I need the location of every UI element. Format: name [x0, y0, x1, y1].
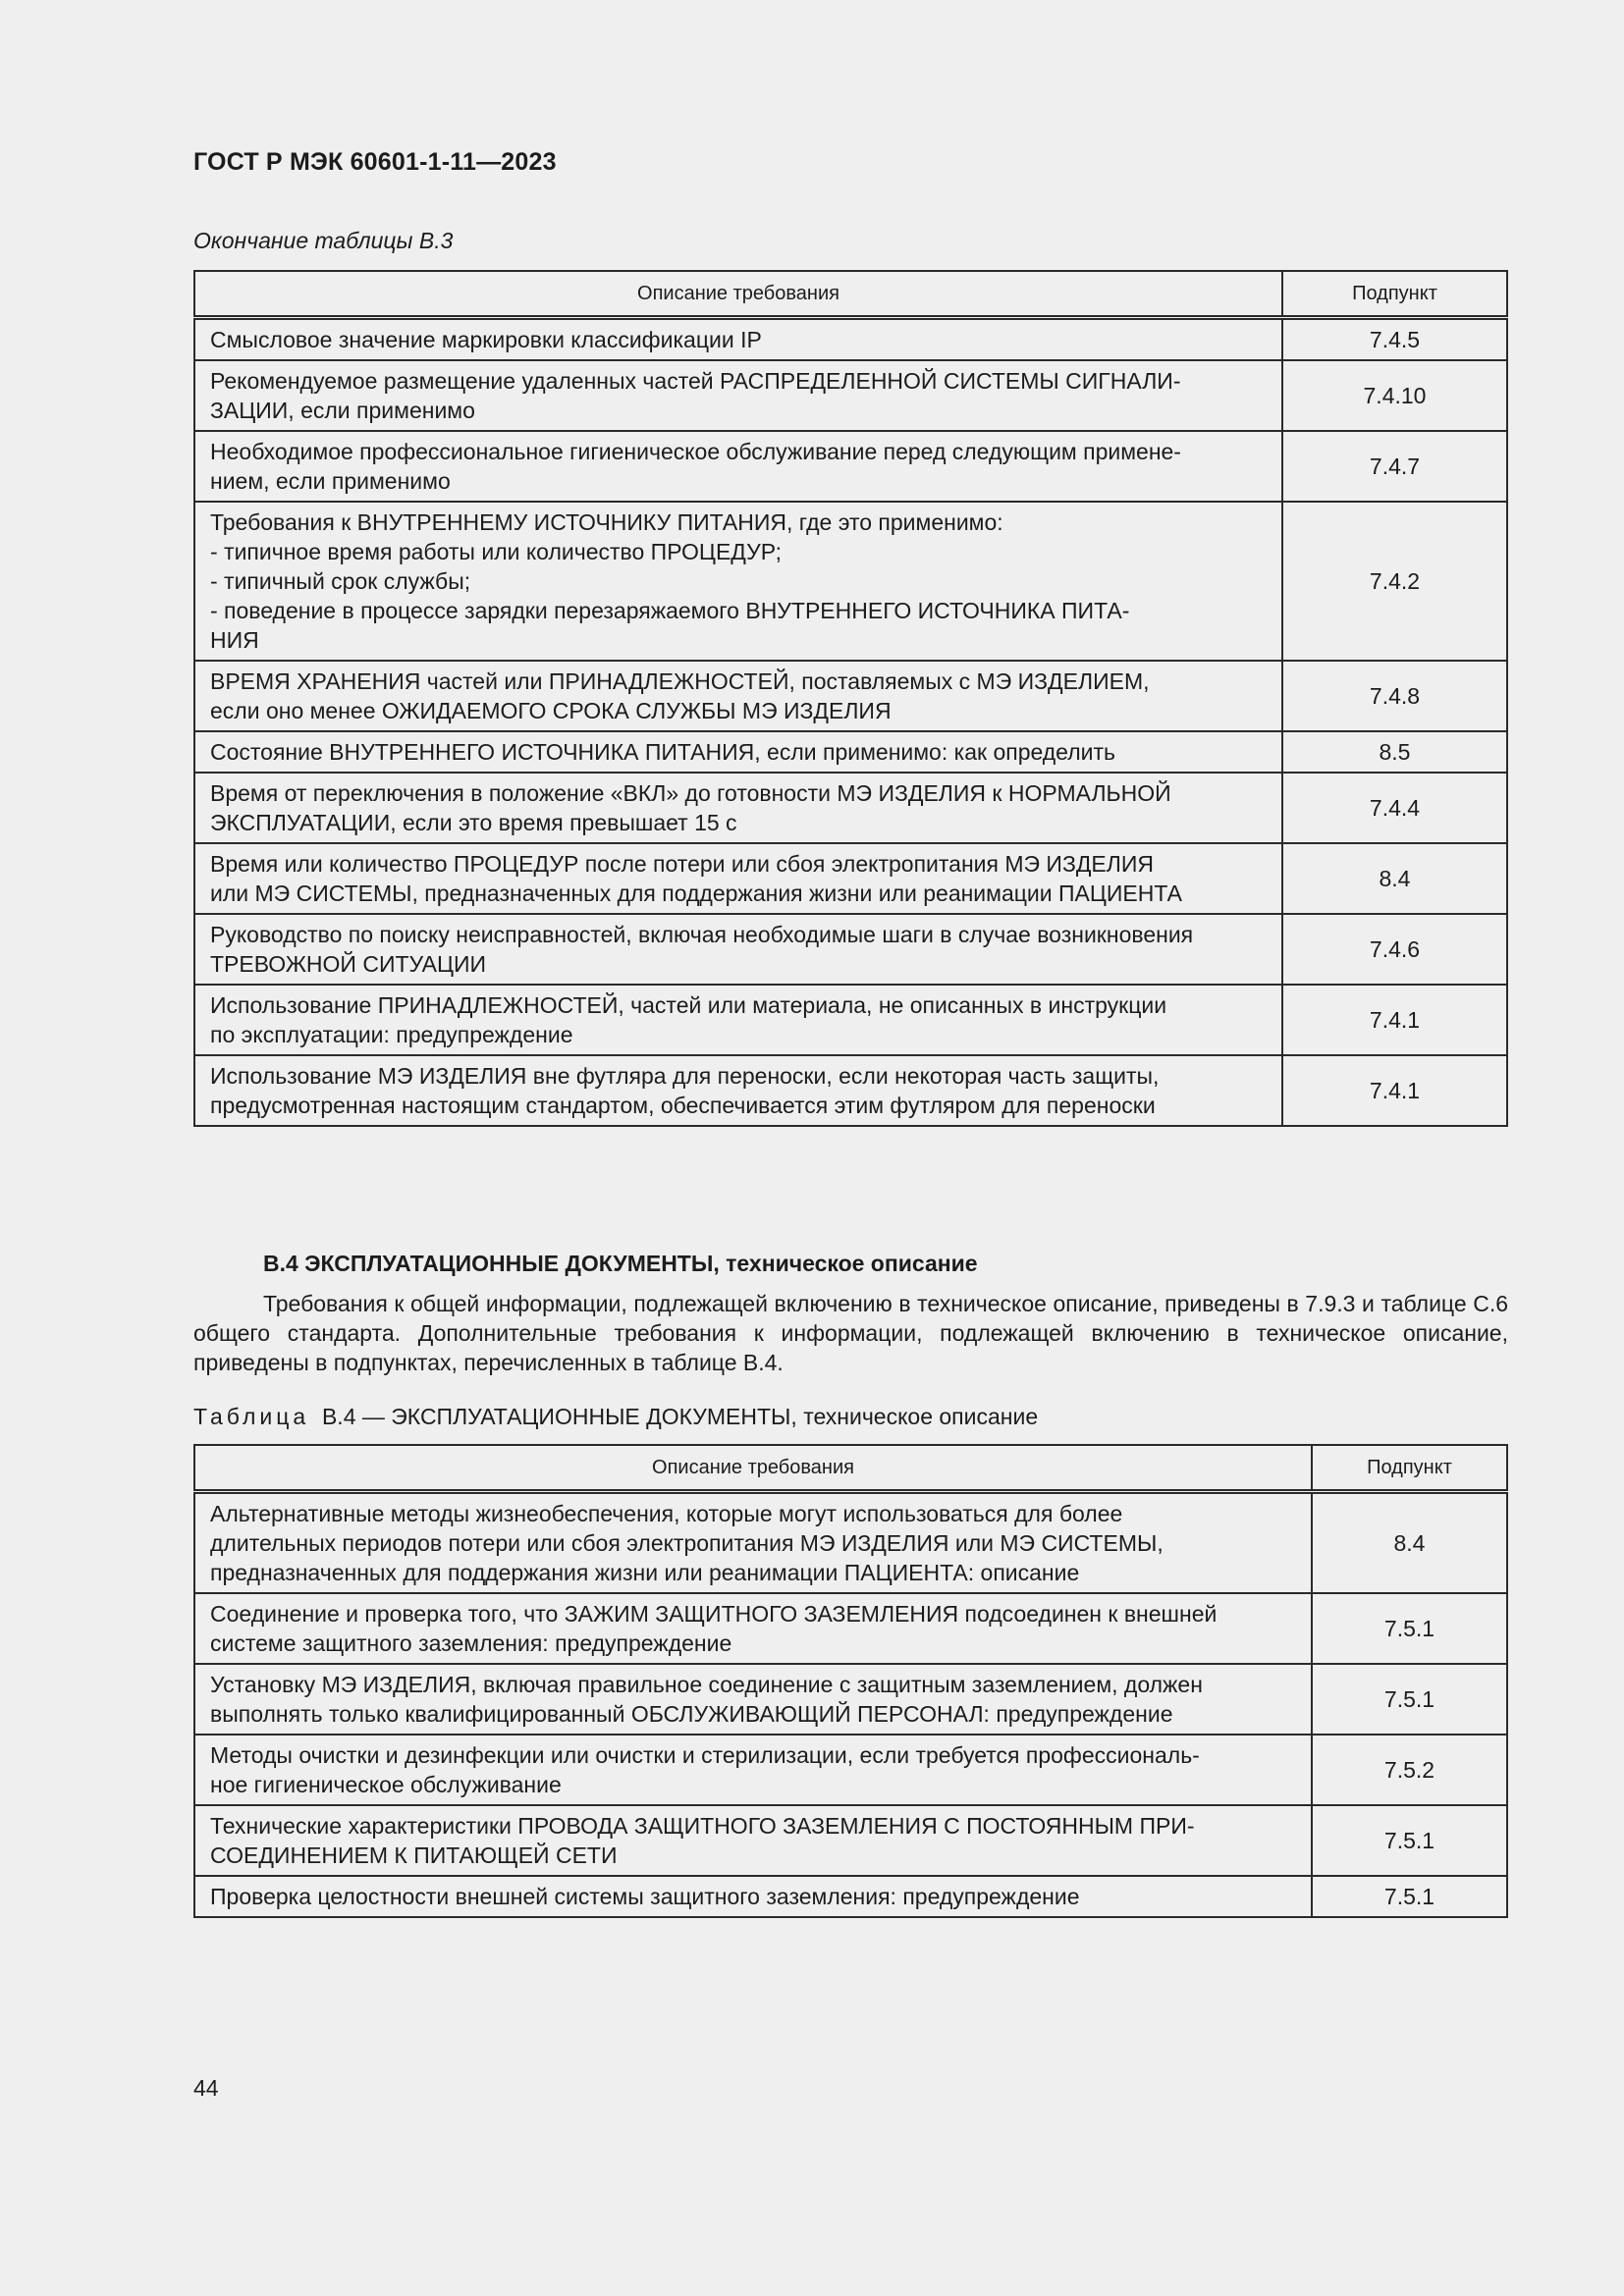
description-line: предусмотренная настоящим стандартом, обеспечивается этим футляром для переноски [210, 1093, 1156, 1118]
column-header-description: Описание требования [194, 271, 1282, 318]
column-header-description: Описание требования [194, 1445, 1312, 1492]
section-b4-paragraph: Требования к общей информации, подлежащей включению в техническое описание, приведены в 7.9.3 и таблице С.6 общего стандарта. Дополнительные требования к информации, подлежащей включению в техническое описание, приведены в подпунктах, перечисленных в таблице B.4. [193, 1291, 1508, 1375]
table-b4-caption [193, 1404, 1038, 1430]
requirement-description [194, 360, 1282, 431]
requirement-description [194, 985, 1282, 1055]
requirement-description [194, 431, 1282, 502]
requirement-description [194, 914, 1282, 985]
subclause-number: 7.4.8 [1282, 661, 1507, 731]
table-caption-word: Таблица [193, 1404, 310, 1429]
description-line: нием, если применимо [210, 468, 451, 494]
table-row [194, 502, 1507, 661]
table-row [194, 1805, 1507, 1876]
table-row [194, 843, 1507, 914]
description-line: ЗАЦИИ, если применимо [210, 398, 475, 423]
requirement-description [194, 1492, 1312, 1594]
requirement-description [194, 1876, 1312, 1917]
table-row [194, 773, 1507, 843]
table-row [194, 318, 1507, 361]
description-line: Альтернативные методы жизнеобеспечения, которые могут использоваться для более [210, 1501, 1123, 1526]
description-line: Установку МЭ ИЗДЕЛИЯ, включая правильное соединение с защитным заземлением, должен [210, 1672, 1203, 1697]
table-row [194, 1664, 1507, 1735]
description-line: Использование МЭ ИЗДЕЛИЯ вне футляра для переноски, если некоторая часть защиты, [210, 1063, 1160, 1089]
description-line: - типичный срок службы; [210, 568, 471, 594]
description-line: выполнять только квалифицированный ОБСЛУЖИВАЮЩИЙ ПЕРСОНАЛ: предупреждение [210, 1701, 1173, 1727]
table-row [194, 1593, 1507, 1664]
description-line: - типичное время работы или количество ПРОЦЕДУР; [210, 539, 782, 564]
table-row [194, 1492, 1507, 1594]
table-row [194, 360, 1507, 431]
subclause-number: 8.4 [1282, 843, 1507, 914]
description-line: - поведение в процессе зарядки перезаряжаемого ВНУТРЕННЕГО ИСТОЧНИКА ПИТА- [210, 598, 1130, 623]
requirement-description [194, 1664, 1312, 1735]
table-row [194, 431, 1507, 502]
requirement-description [194, 843, 1282, 914]
table-row [194, 1876, 1507, 1917]
subclause-number: 7.4.10 [1282, 360, 1507, 431]
description-line: Состояние ВНУТРЕННЕГО ИСТОЧНИКА ПИТАНИЯ, если применимо: как определить [210, 739, 1115, 765]
subclause-number: 7.5.1 [1312, 1876, 1507, 1917]
table-row [194, 1055, 1507, 1126]
description-line: Методы очистки и дезинфекции или очистки и стерилизации, если требуется профессиональ- [210, 1742, 1200, 1768]
column-header-subclause: Подпункт [1282, 271, 1507, 318]
description-line: Руководство по поиску неисправностей, включая необходимые шаги в случае возникновения [210, 922, 1194, 947]
requirement-description [194, 731, 1282, 773]
description-line: по эксплуатации: предупреждение [210, 1022, 573, 1047]
description-line: ЭКСПЛУАТАЦИИ, если это время превышает 15 с [210, 810, 737, 835]
subclause-number: 8.5 [1282, 731, 1507, 773]
description-line: СОЕДИНЕНИЕМ К ПИТАЮЩЕЙ СЕТИ [210, 1842, 618, 1868]
subclause-number: 7.5.1 [1312, 1593, 1507, 1664]
column-header-subclause: Подпункт [1312, 1445, 1507, 1492]
description-line: предназначенных для поддержания жизни или реанимации ПАЦИЕНТА: описание [210, 1560, 1080, 1585]
requirement-description [194, 1593, 1312, 1664]
description-line: или МЭ СИСТЕМЫ, предназначенных для поддержания жизни или реанимации ПАЦИЕНТА [210, 881, 1183, 906]
description-line: системе защитного заземления: предупреждение [210, 1630, 732, 1656]
table-b3 [193, 270, 1508, 1127]
page-number: 44 [193, 2075, 219, 2101]
table-b4 [193, 1444, 1508, 1918]
description-line: ное гигиеническое обслуживание [210, 1772, 562, 1797]
subclause-number: 7.4.5 [1282, 318, 1507, 361]
description-line: если оно менее ОЖИДАЕМОГО СРОКА СЛУЖБЫ МЭ ИЗДЕЛИЯ [210, 698, 892, 723]
description-line: ВРЕМЯ ХРАНЕНИЯ частей или ПРИНАДЛЕЖНОСТЕЙ, поставляемых с МЭ ИЗДЕЛИЕМ, [210, 668, 1150, 694]
subclause-number: 7.4.1 [1282, 985, 1507, 1055]
requirement-description [194, 1055, 1282, 1126]
description-line: Использование ПРИНАДЛЕЖНОСТЕЙ, частей или материала, не описанных в инструкции [210, 992, 1167, 1018]
table-row [194, 985, 1507, 1055]
description-line: Соединение и проверка того, что ЗАЖИМ ЗАЩИТНОГО ЗАЗЕМЛЕНИЯ подсоединен к внешней [210, 1601, 1218, 1627]
subclause-number: 7.4.1 [1282, 1055, 1507, 1126]
table-row [194, 914, 1507, 985]
description-line: Необходимое профессиональное гигиеническое обслуживание перед следующим примене- [210, 439, 1181, 464]
table-header-row [194, 271, 1507, 318]
subclause-number: 7.4.7 [1282, 431, 1507, 502]
section-b4-title: B.4 ЭКСПЛУАТАЦИОННЫЕ ДОКУМЕНТЫ, техническое описание [263, 1251, 978, 1276]
requirement-description [194, 1735, 1312, 1805]
subclause-number: 7.4.4 [1282, 773, 1507, 843]
description-line: Технические характеристики ПРОВОДА ЗАЩИТНОГО ЗАЗЕМЛЕНИЯ С ПОСТОЯННЫМ ПРИ- [210, 1813, 1195, 1839]
description-line: Время или количество ПРОЦЕДУР после потери или сбоя электропитания МЭ ИЗДЕЛИЯ [210, 851, 1155, 877]
requirement-description [194, 502, 1282, 661]
table-caption-text: B.4 — ЭКСПЛУАТАЦИОННЫЕ ДОКУМЕНТЫ, техническое описание [321, 1404, 1039, 1429]
subclause-number: 7.4.2 [1282, 502, 1507, 661]
subclause-number: 8.4 [1312, 1492, 1507, 1594]
description-line: Время от переключения в положение «ВКЛ» до готовности МЭ ИЗДЕЛИЯ к НОРМАЛЬНОЙ [210, 780, 1171, 806]
document-header: ГОСТ Р МЭК 60601-1-11—2023 [193, 148, 557, 176]
subclause-number: 7.5.1 [1312, 1664, 1507, 1735]
description-line: длительных периодов потери или сбоя электропитания МЭ ИЗДЕЛИЯ или МЭ СИСТЕМЫ, [210, 1530, 1164, 1556]
subclause-number: 7.5.2 [1312, 1735, 1507, 1805]
description-line: Рекомендуемое размещение удаленных частей РАСПРЕДЕЛЕННОЙ СИСТЕМЫ СИГНАЛИ- [210, 368, 1181, 394]
description-line: Проверка целостности внешней системы защитного заземления: предупреждение [210, 1884, 1080, 1909]
table-header-row [194, 1445, 1507, 1492]
requirement-description [194, 773, 1282, 843]
description-line: Требования к ВНУТРЕННЕМУ ИСТОЧНИКУ ПИТАНИЯ, где это применимо: [210, 509, 1003, 535]
subclause-number: 7.4.6 [1282, 914, 1507, 985]
requirement-description [194, 661, 1282, 731]
table-row [194, 1735, 1507, 1805]
description-line: ТРЕВОЖНОЙ СИТУАЦИИ [210, 951, 487, 977]
table-row [194, 661, 1507, 731]
subclause-number: 7.5.1 [1312, 1805, 1507, 1876]
description-line: НИЯ [210, 627, 259, 653]
table-row [194, 731, 1507, 773]
requirement-description [194, 1805, 1312, 1876]
table-b3-continuation-caption: Окончание таблицы В.3 [193, 228, 454, 253]
requirement-description [194, 318, 1282, 361]
description-line: Смысловое значение маркировки классификации IP [210, 327, 762, 352]
